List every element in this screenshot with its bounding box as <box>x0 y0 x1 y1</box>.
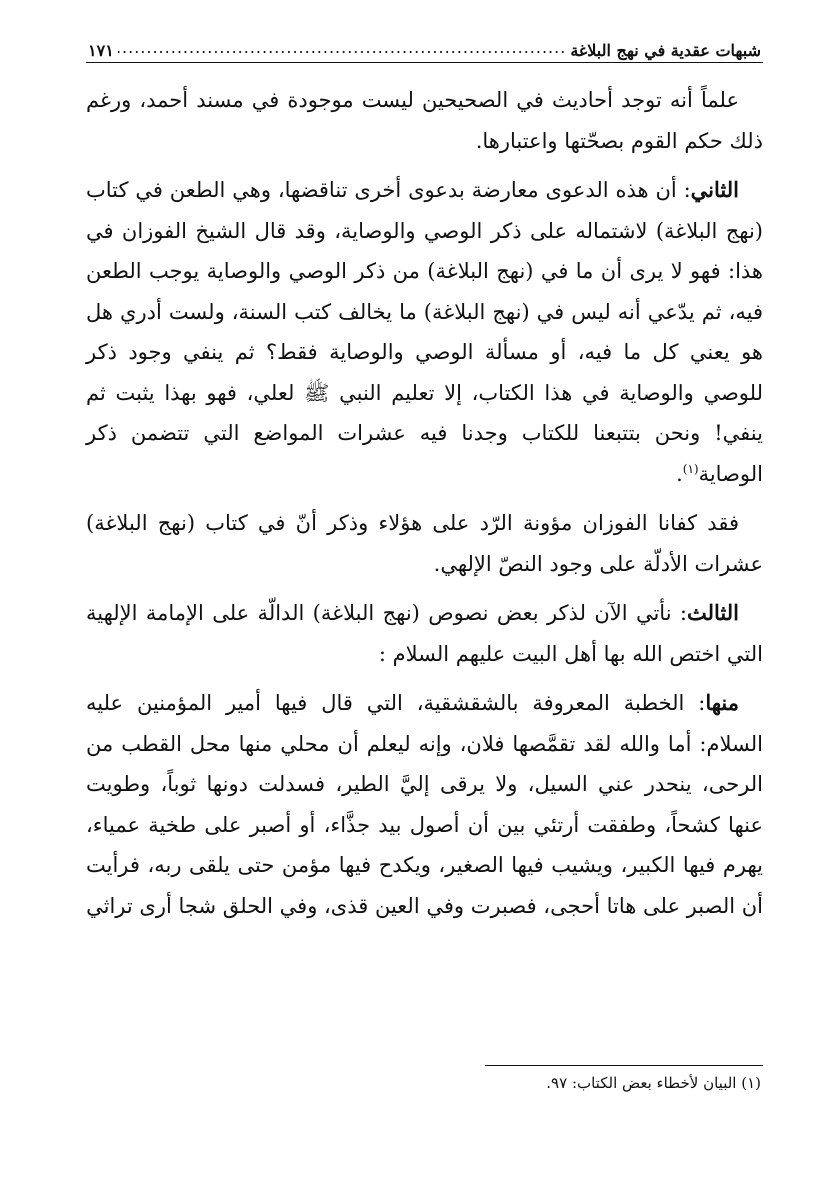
paragraph-1-text: علماً أنه توجد أحاديث في الصحيحين ليست موجودة في مسند أحمد، ورغم ذلك حكم القوم بصحّتها واعتبارها. <box>86 88 763 153</box>
paragraph-2-text: : أن هذه الدعوى معارضة بدعوى أخرى تناقضها، وهي الطعن في كتاب (نهج البلاغة) لاشتماله على ذكر الوصي والوصاية، وقد قال الشيخ الفوزان في هذا: فهو لا يرى أن ما في (نهج البلاغة) من ذكر الوصي والوصاية يوجب الطعن فيه، ثم يدّعي أنه ليس في (نهج البلاغة) ما يخالف كتب السنة، ولست أدري هل هو يعني كل ما فيه، أو مسألة الوصي والوصاية فقط؟ ثم ينفي وجود ذكر للوصي والوصاية في هذا الكتاب، إلا تعليم النبي ﷺ لعلي، فهو بهذا يثبت ثم ينفي! ونحن بتتبعنا للكتاب وجدنا فيه عشرات المواضع التي تتضمن ذكر الوصاية <box>86 178 763 486</box>
paragraph-5-text: : الخطبة المعروفة بالشقشقية، التي قال فيها أمير المؤمنين عليه السلام: أما والله لقد تقمَّصها فلان، وإنه ليعلم أن محلي منها محل القطب من الرحى، ينحدر عني السيل، ولا يرقى إليَّ الطير، فسدلت دونها ثوباً، وطويت عنها كشحاً، وطفقت أرتئي بين أن أصول بيد جذَّاء، أو أصبر على طخية عمياء، يهرم فيها الكبير، ويشيب فيها الصغير، ويكدح فيها مؤمن حتى يلقى ربه، فرأيت أن الصبر على هاتا أحجى، فصبرت وفي العين قذى، وفي الحلق شجا أرى تراثي <box>86 691 763 918</box>
paragraph-5-lead: منها <box>705 690 739 715</box>
paragraph-1 <box>86 80 763 161</box>
footnote-reference[interactable]: (١) <box>682 461 699 476</box>
paragraph-4-lead: الثالث <box>687 600 739 625</box>
paragraph-2-lead: الثاني <box>690 177 739 202</box>
paragraph-3-text: فقد كفانا الفوزان مؤونة الرّد على هؤلاء وذكر أنّ في كتاب (نهج البلاغة) عشرات الأدلّة على وجود النصّ الإلهي. <box>86 511 763 576</box>
paragraph-3 <box>86 503 763 584</box>
leader-dots <box>118 40 567 60</box>
paragraph-2 <box>86 170 763 494</box>
header-rule <box>86 62 763 63</box>
paragraph-5 <box>86 683 763 926</box>
footnote-rule <box>485 1065 763 1066</box>
paragraph-2-end: . <box>676 461 683 486</box>
running-title: شبهات عقدية في نهج البلاغة <box>570 41 761 60</box>
footnote: (١) البيان لأخطاء بعض الكتاب: ٩٧. <box>546 1074 761 1092</box>
running-header <box>88 30 761 60</box>
page-number: ١٧١ <box>88 41 114 60</box>
paragraph-4 <box>86 593 763 674</box>
body-text <box>86 80 763 935</box>
paragraph-4-text: : نأتي الآن لذكر بعض نصوص (نهج البلاغة) الدالّة على الإمامة الإلهية التي اختص الله بها أهل البيت عليهم السلام : <box>86 601 763 666</box>
